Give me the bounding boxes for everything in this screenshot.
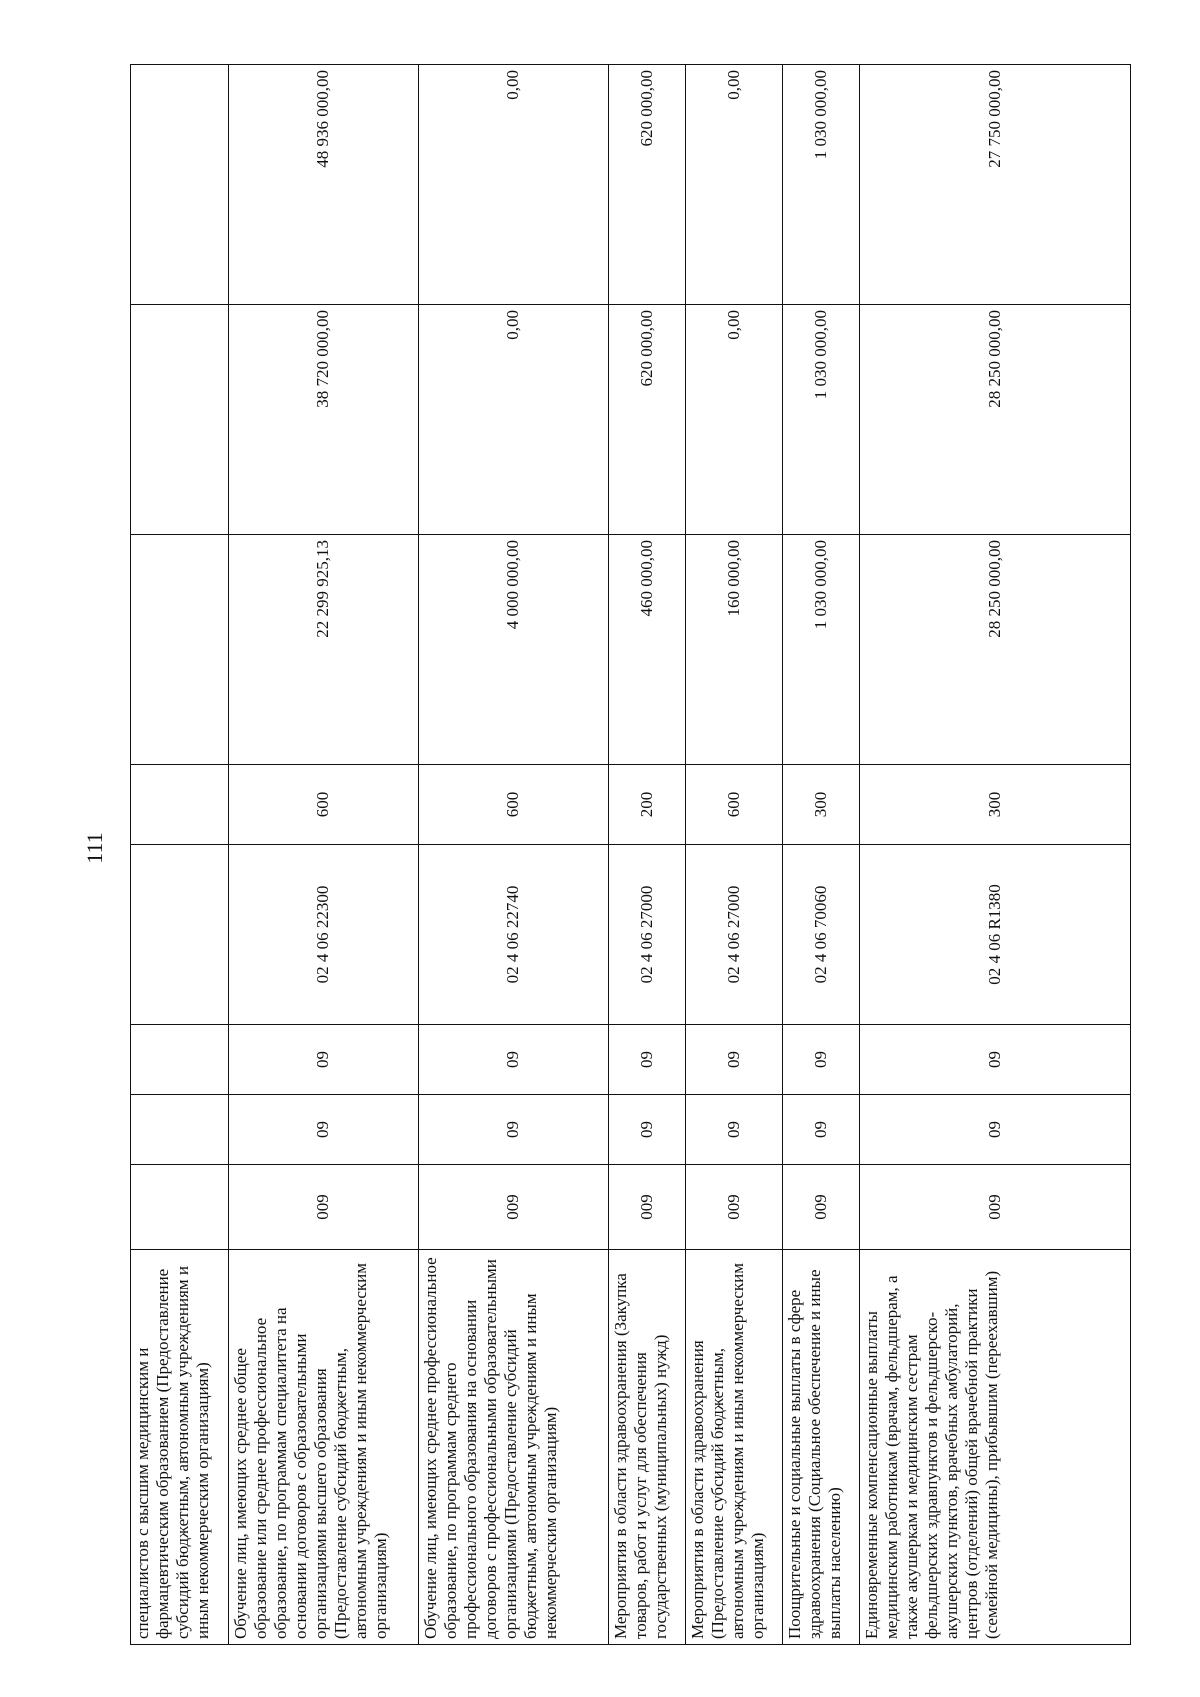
grbs-code: 009	[229, 1165, 419, 1250]
amount-year-1	[131, 535, 229, 765]
row-name: Единовременные компенсационные выплаты медицинским работникам (врачам, фельдшерам, а также акушеркам и медицинским сестрам фельдшерских здравпунктов и фельдшерско-акушерских пунктов, врачебных амбулаторий, центров (отделений) общей врачебной практики (семейной медицины), прибывшим (переехавшим)	[860, 1250, 1131, 1645]
amount-year-2: 1 030 000,00	[783, 305, 860, 535]
amount-year-2: 0,00	[686, 305, 783, 535]
row-name: Поощрительные и социальные выплаты в сфере здравоохранения (Социальное обеспечение и иные выплаты населению)	[783, 1250, 860, 1645]
section-code: 09	[783, 1095, 860, 1165]
amount-year-1: 28 250 000,00	[860, 535, 1131, 765]
subsection-code: 09	[229, 1025, 419, 1095]
amount-year-2	[131, 305, 229, 535]
amount-year-3: 620 000,00	[609, 65, 686, 305]
rotated-table	[130, 65, 1130, 1645]
amount-year-3: 1 030 000,00	[783, 65, 860, 305]
table-row	[419, 65, 609, 1645]
section-code: 09	[229, 1095, 419, 1165]
subsection-code: 09	[686, 1025, 783, 1095]
row-name: Обучение лиц, имеющих среднее профессиональное образование, по программам среднего профессионального образования на основании договоров с профессиональными образовательными организациями (Предоставление субсидий бюджетным, автономным учреждениям и иным некоммерческим организациям)	[419, 1250, 609, 1645]
expense-type-code: 300	[860, 765, 1131, 845]
amount-year-3: 48 936 000,00	[229, 65, 419, 305]
grbs-code	[131, 1165, 229, 1250]
section-code: 09	[686, 1095, 783, 1165]
amount-year-3: 0,00	[686, 65, 783, 305]
budget-table-container	[130, 65, 1130, 1645]
row-name: Обучение лиц, имеющих среднее общее образование или среднее профессиональное образование, по программам специалитета на основании договоров с образовательными организациями высшего образования (Предоставление субсидий бюджетным, автономным учреждениям и иным некоммерческим организациям)	[229, 1250, 419, 1645]
expense-type-code: 300	[783, 765, 860, 845]
target-article-code: 02 4 06 R1380	[860, 845, 1131, 1025]
row-name: Мероприятия в области здравоохранения (Закупка товаров, работ и услуг для обеспечения государственных (муниципальных) нужд)	[609, 1250, 686, 1645]
target-article-code: 02 4 06 27000	[609, 845, 686, 1025]
grbs-code: 009	[783, 1165, 860, 1250]
subsection-code: 09	[783, 1025, 860, 1095]
target-article-code: 02 4 06 70060	[783, 845, 860, 1025]
expense-type-code	[131, 765, 229, 845]
section-code: 09	[419, 1095, 609, 1165]
amount-year-1: 460 000,00	[609, 535, 686, 765]
amount-year-1: 160 000,00	[686, 535, 783, 765]
row-name: специалистов с высшим медицинским и фармацевтическим образованием (Предоставление субсидий бюджетным, автономным учреждениям и иным некоммерческим организациям)	[131, 1250, 229, 1645]
table-row	[131, 65, 229, 1645]
subsection-code	[131, 1025, 229, 1095]
amount-year-1: 1 030 000,00	[783, 535, 860, 765]
table-row	[783, 65, 860, 1645]
amount-year-2: 28 250 000,00	[860, 305, 1131, 535]
section-code: 09	[860, 1095, 1131, 1165]
target-article-code: 02 4 06 27000	[686, 845, 783, 1025]
subsection-code: 09	[609, 1025, 686, 1095]
subsection-code: 09	[419, 1025, 609, 1095]
page-number: 111	[82, 832, 107, 864]
target-article-code	[131, 845, 229, 1025]
expense-type-code: 600	[229, 765, 419, 845]
amount-year-3: 0,00	[419, 65, 609, 305]
grbs-code: 009	[609, 1165, 686, 1250]
subsection-code: 09	[860, 1025, 1131, 1095]
grbs-code: 009	[686, 1165, 783, 1250]
table-row	[609, 65, 686, 1645]
expense-type-code: 200	[609, 765, 686, 845]
target-article-code: 02 4 06 22300	[229, 845, 419, 1025]
expense-type-code: 600	[686, 765, 783, 845]
grbs-code: 009	[860, 1165, 1131, 1250]
grbs-code: 009	[419, 1165, 609, 1250]
budget-table	[130, 64, 1131, 1645]
amount-year-2: 0,00	[419, 305, 609, 535]
section-code: 09	[609, 1095, 686, 1165]
amount-year-3	[131, 65, 229, 305]
amount-year-3: 27 750 000,00	[860, 65, 1131, 305]
section-code	[131, 1095, 229, 1165]
row-name: Мероприятия в области здравоохранения (Предоставление субсидий бюджетным, автономным учреждениям и иным некоммерческим организациям)	[686, 1250, 783, 1645]
table-row	[860, 65, 1131, 1645]
amount-year-1: 4 000 000,00	[419, 535, 609, 765]
amount-year-1: 22 299 925,13	[229, 535, 419, 765]
amount-year-2: 38 720 000,00	[229, 305, 419, 535]
target-article-code: 02 4 06 22740	[419, 845, 609, 1025]
table-row	[686, 65, 783, 1645]
amount-year-2: 620 000,00	[609, 305, 686, 535]
expense-type-code: 600	[419, 765, 609, 845]
table-row	[229, 65, 419, 1645]
